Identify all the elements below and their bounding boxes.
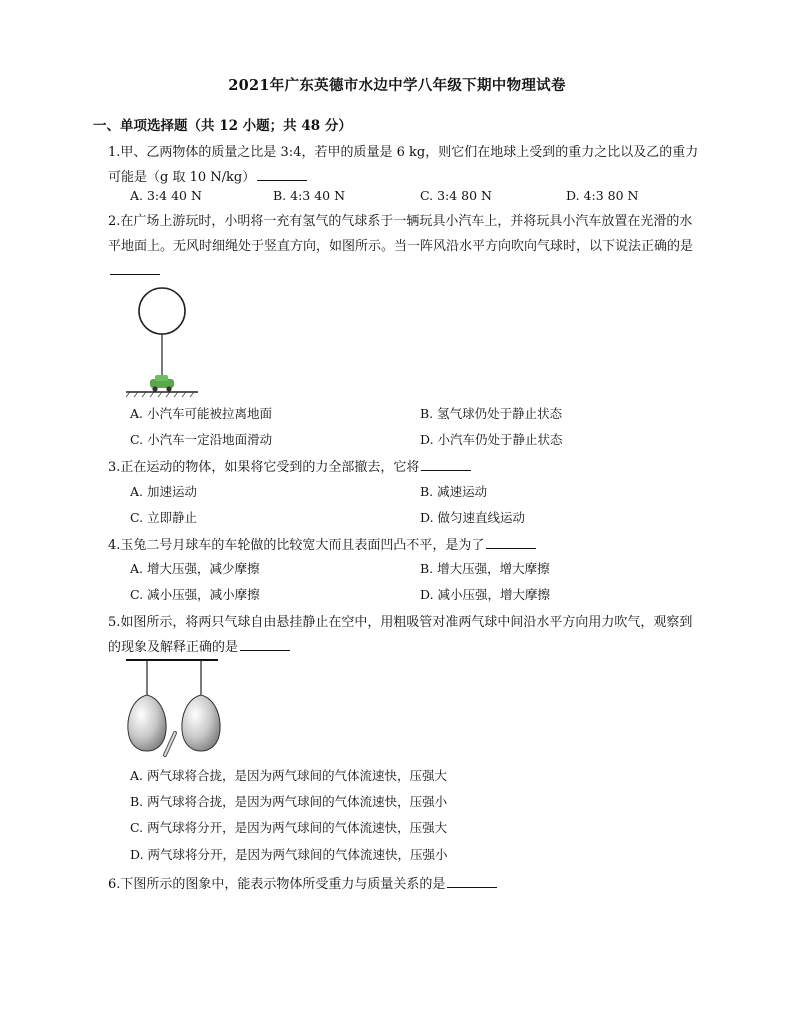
question-2	[108, 209, 703, 284]
answer-blank	[240, 637, 290, 651]
section-heading: 一、单项选择题（共 12 小题；共 48 分）	[93, 118, 352, 134]
answer-blank	[447, 874, 497, 888]
option-a: A. 加速运动	[130, 484, 197, 499]
question-number: 2.	[108, 214, 121, 229]
question-1	[108, 140, 703, 190]
option-d: D. 小汽车仍处于静止状态	[420, 432, 563, 447]
question-number: 4.	[108, 538, 121, 553]
question-number: 3.	[108, 460, 121, 475]
option-d: D. 做匀速直线运动	[420, 510, 526, 525]
option-b: B. 两气球将合拢，是因为两气球间的气体流速快，压强小	[130, 794, 448, 809]
toy-car-icon	[150, 375, 174, 392]
question-number: 6.	[108, 877, 121, 892]
answer-blank	[257, 167, 307, 181]
question-number: 1.	[108, 145, 121, 160]
option-a: A. 增大压强，减少摩擦	[130, 561, 260, 576]
answer-blank	[110, 261, 160, 275]
question-5	[108, 610, 703, 660]
question-4	[108, 533, 703, 558]
question-text: 如图所示，将两只气球自由悬挂静止在空中，用粗吸管对准两气球中间沿水平方向用力吹气，观察到的现象及解释正确的是	[108, 615, 693, 655]
question-3	[108, 455, 703, 480]
question-text: 玉兔二号月球车的车轮做的比较宽大而且表面凹凸不平，是为了	[120, 538, 485, 553]
option-d: D. 4:3 80 N	[566, 188, 639, 203]
two-balloons-figure	[118, 655, 230, 760]
option-d: D. 减小压强，增大摩擦	[420, 587, 551, 602]
option-c: C. 小汽车一定沿地面滑动	[130, 432, 273, 447]
option-c: C. 两气球将分开，是因为两气球间的气体流速快，压强大	[130, 820, 448, 835]
option-c: C. 减小压强，减小摩擦	[130, 587, 260, 602]
question-text: 正在运动的物体，如果将它受到的力全部撤去，它将	[120, 460, 420, 475]
question-number: 5.	[108, 615, 121, 630]
option-a: A. 3:4 40 N	[130, 188, 202, 203]
hydrogen-balloon	[139, 288, 185, 334]
option-a: A. 两气球将合拢，是因为两气球间的气体流速快，压强大	[130, 768, 447, 783]
option-a: A. 小汽车可能被拉离地面	[130, 406, 272, 421]
right-balloon	[182, 695, 220, 751]
answer-blank	[486, 535, 536, 549]
question-text: 下图所示的图象中，能表示物体所受重力与质量关系的是	[120, 877, 446, 892]
option-c: C. 立即静止	[130, 510, 198, 525]
question-text: 甲、乙两物体的质量之比是 3:4，若甲的质量是 6 kg，则它们在地球上受到的重力之比以及乙的重力可能是（g 取 10 N/kg）	[108, 145, 699, 185]
answer-blank	[421, 457, 471, 471]
question-text: 在广场上游玩时，小明将一充有氢气的气球系于一辆玩具小汽车上，并将玩具小汽车放置在光滑的水平地面上。无风时细绳处于竖直方向，如图所示。当一阵风沿水平方向吹向气球时，以下说法正确的是	[108, 214, 694, 254]
option-b: B. 增大压强，增大摩擦	[420, 561, 550, 576]
page-title: 2021年广东英德市水边中学八年级下期中物理试卷	[228, 77, 566, 94]
option-b: B. 4:3 40 N	[273, 188, 346, 203]
option-b: B. 氢气球仍处于静止状态	[420, 406, 563, 421]
option-c: C. 3:4 80 N	[420, 188, 492, 203]
left-balloon	[128, 695, 166, 751]
option-d: D. 两气球将分开，是因为两气球间的气体流速快，压强小	[130, 847, 448, 862]
option-b: B. 减速运动	[420, 484, 488, 499]
balloon-car-figure	[118, 285, 218, 400]
question-6	[108, 872, 703, 897]
